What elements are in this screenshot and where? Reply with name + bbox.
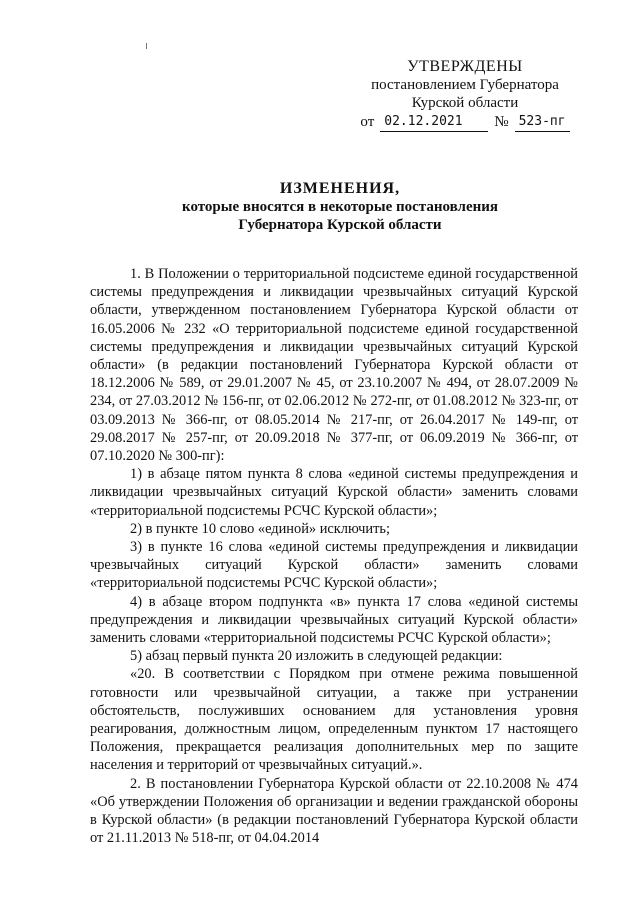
paragraph-2: 1) в абзаце пятом пункта 8 слова «единой системы предупреждения и ликвидации чрезвычайных ситуаций Курской области» заменить словами «территориальной подсистемы РСЧС Курской области»; <box>90 466 578 519</box>
document-body <box>90 265 578 848</box>
paragraph-3: 2) в пункте 10 слово «единой» исключить; <box>130 520 390 537</box>
approval-line-2: Курской области <box>411 95 519 111</box>
heading-subtitle-2: Губернатора Курской области <box>238 217 442 233</box>
scan-mark <box>146 43 147 49</box>
paragraph-7: «20. В соответствии с Порядком при отмене режима повышенной готовности или чрезвычайной ситуации, а также при устранении обстоятельств, послуживших основанием для установления уровня реагирования, должностным лицом, определенным пунктом 17 настоящего Положения, прекращается реализация дополнительных мер по защите населения и территорий от чрезвычайных ситуаций.». <box>90 666 578 774</box>
approval-line-1: постановлением Губернатора <box>371 77 559 93</box>
heading-subtitle-1: которые вносятся в некоторые постановления <box>182 199 498 215</box>
paragraph-5: 4) в абзаце втором подпункта «в» пункта 17 слова «единой системы предупреждения и ликвидации чрезвычайных ситуаций Курской области» заменить словами «территориальной подсистемы РСЧС Курской области»; <box>90 593 578 647</box>
approval-date: 02.12.2021 <box>380 113 488 132</box>
paragraph-6: 5) абзац первый пункта 20 изложить в следующей редакции: <box>130 648 503 665</box>
approval-number: 523-пг <box>515 113 570 132</box>
approval-date-row <box>345 113 585 132</box>
paragraph-1: 1. В Положении о территориальной подсистеме единой государственной системы предупреждения и ликвидации чрезвычайных ситуаций Курской области, утвержденном постановлением Губернатора Курской области от 16.05.2006 № 232 «О территориальной подсистеме единой государственной системы предупреждения и ликвидации чрезвычайных ситуаций Курской области» (в редакции постановлений Губернатора Курской области от 18.12.2006 № 589, от 29.01.2007 № 45, от 23.10.2007 № 494, от 28.07.2009 № 234, от 27.03.2012 № 156-пг, от 02.06.2012 № 272-пг, от 01.08.2012 № 323-пг, от 03.09.2013 № 366-пг, от 08.05.2014 № 217-пг, от 26.04.2017 № 149-пг, от 29.08.2017 № 257-пг, от 20.09.2018 № 377-пг, от 06.09.2019 № 366-пг, от 07.10.2020 № 300-пг): <box>90 266 578 465</box>
heading-title: ИЗМЕНЕНИЯ, <box>279 180 401 197</box>
number-label: № <box>494 114 509 130</box>
document-heading <box>90 180 590 234</box>
paragraph-8: 2. В постановлении Губернатора Курской области от 22.10.2008 № 474 «Об утверждении Положения об организации и ведении гражданской обороны в Курской области» (в редакции постановлений Губернатора Курской области от 21.11.2013 № 518-пг, от 04.04.2014 <box>90 775 578 847</box>
approval-title: УТВЕРЖДЕНЫ <box>407 58 523 75</box>
approval-block <box>345 58 585 132</box>
paragraph-4: 3) в пункте 16 слова «единой системы предупреждения и ликвидации чрезвычайных ситуаций Курской области» заменить словами «территориальной подсистемы РСЧС Курской области»; <box>90 539 578 592</box>
from-label: от <box>360 114 375 130</box>
